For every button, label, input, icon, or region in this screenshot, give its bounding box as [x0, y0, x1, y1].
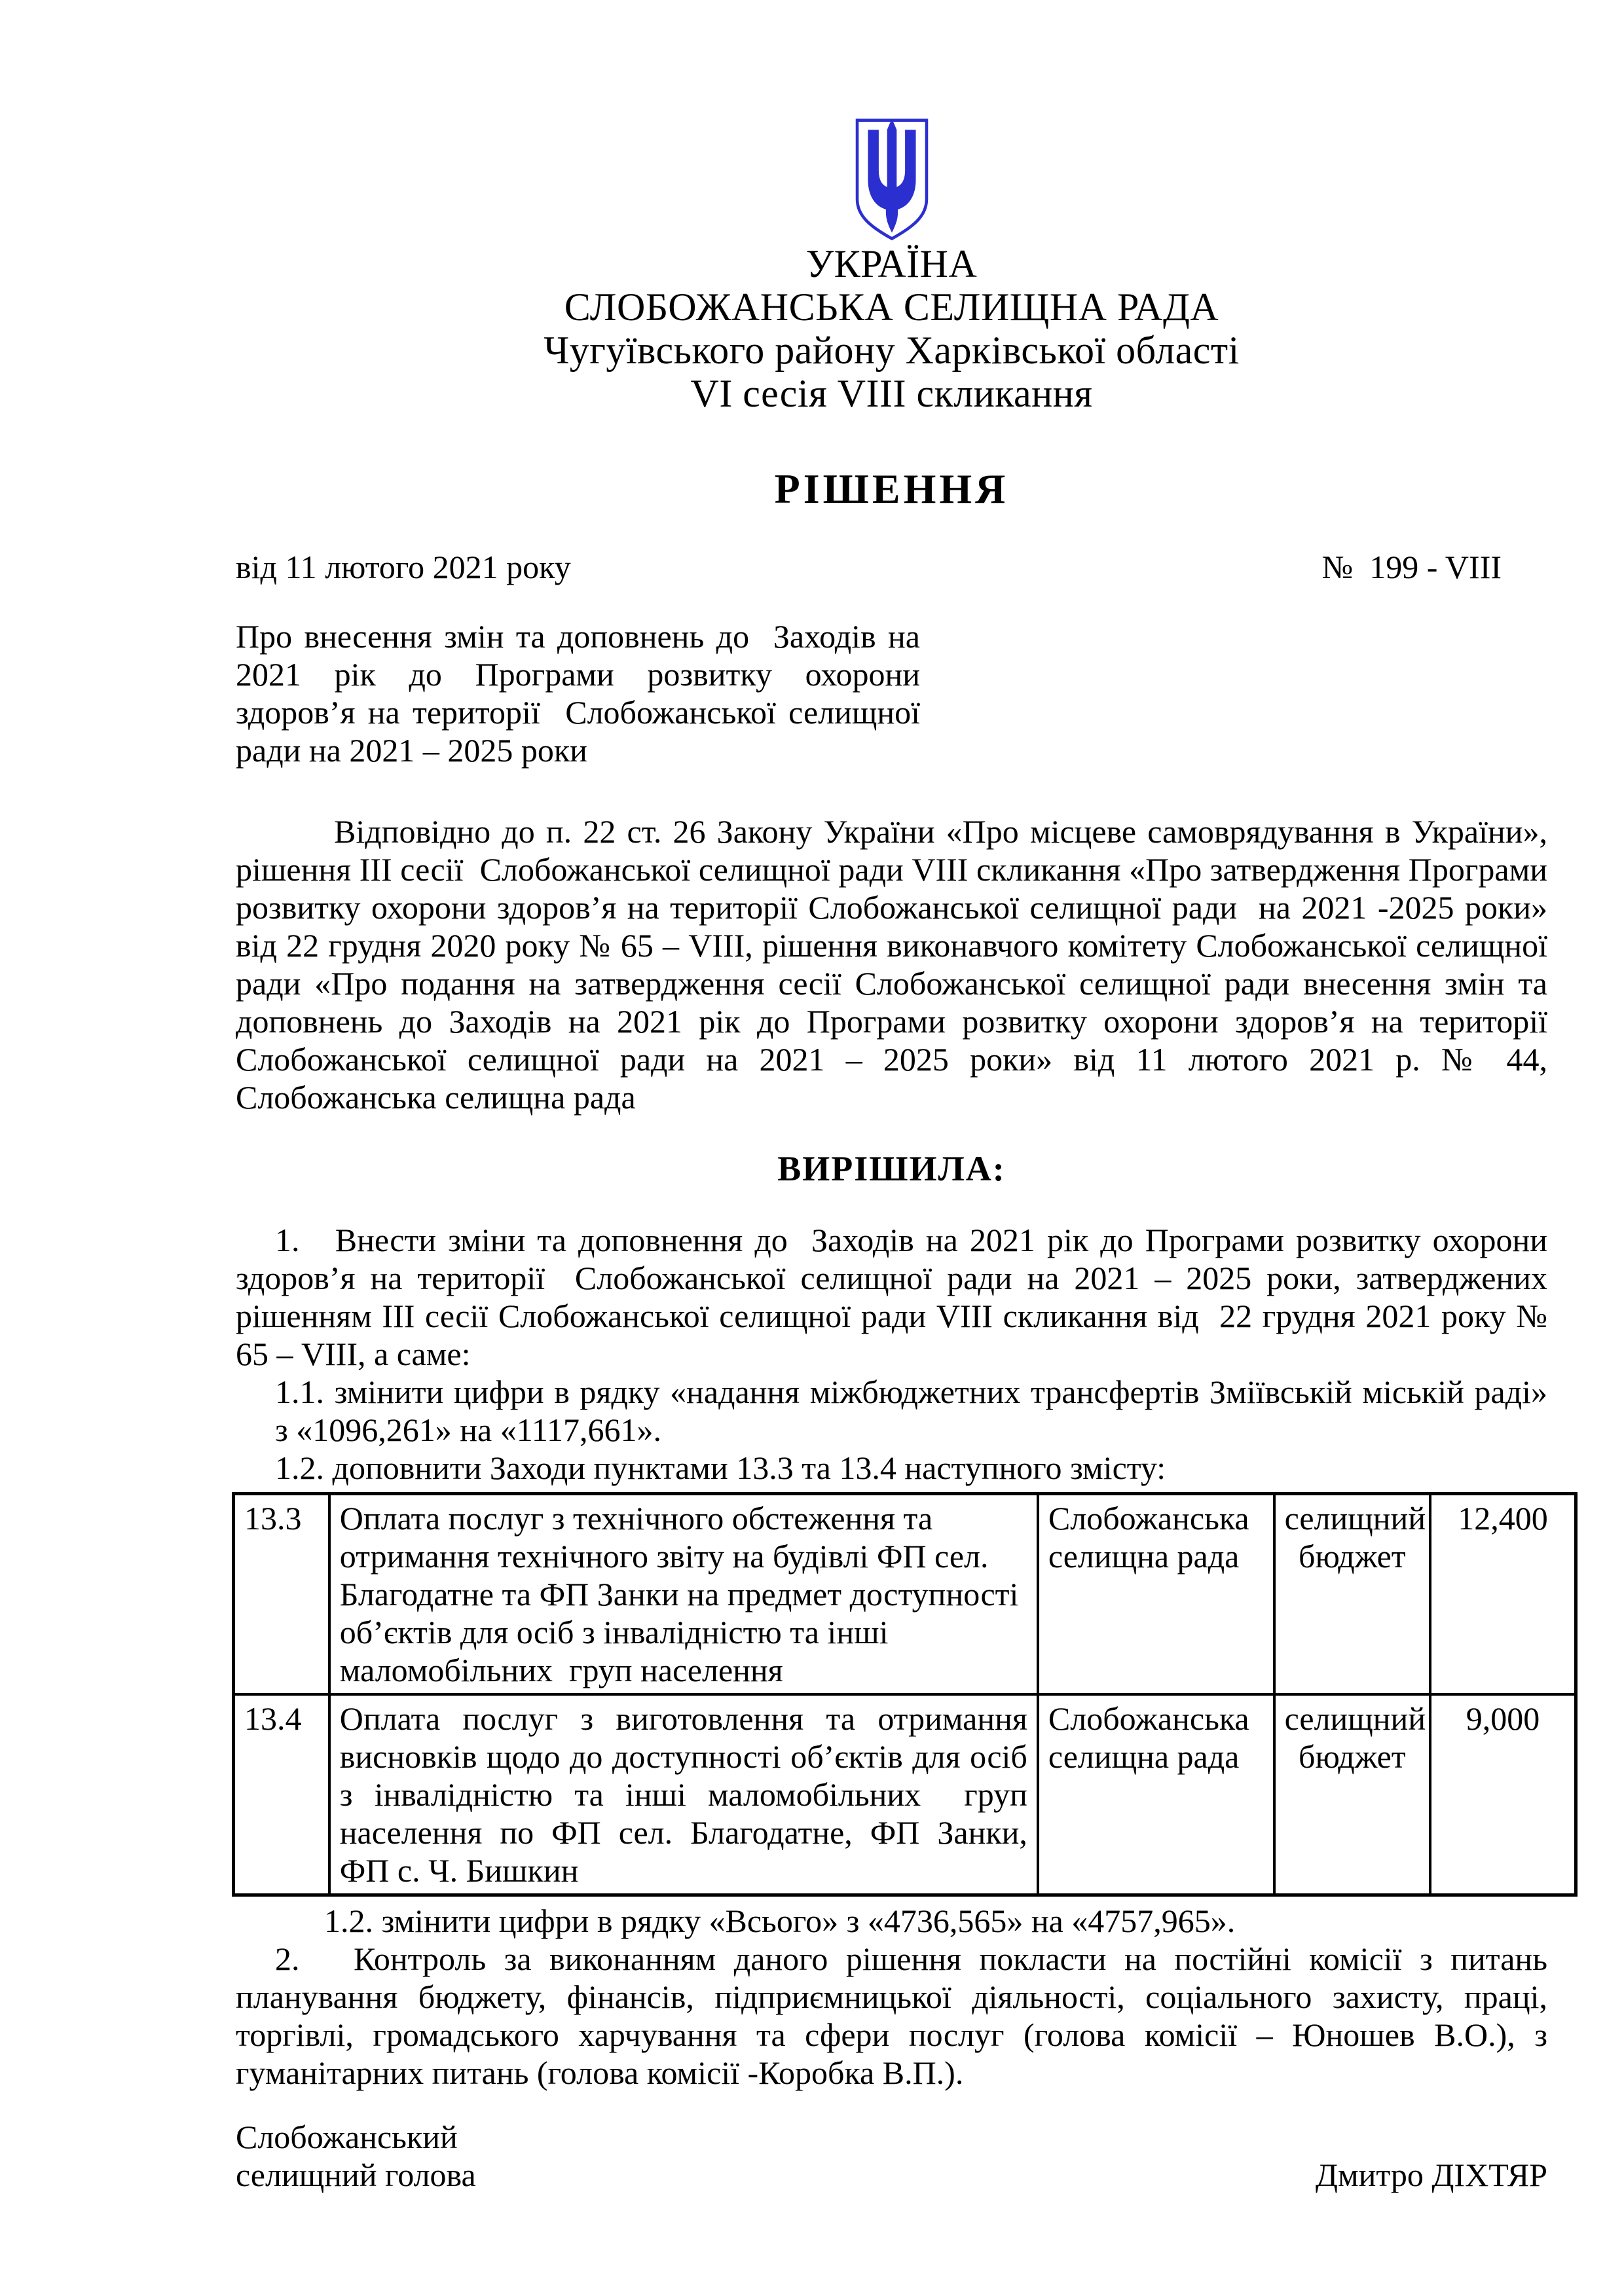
item-1: 1. Внести зміни та доповнення до Заходів на 2021 рік до Програми розвитку охорони здоров’я на території Слобожанської селищної ради на 2021 – 2025 роки, затверджених рішенням III сесії Слобожанської селищної ради VIII скликання від 22 грудня 2021 року № 65 – VIII, а саме: — [236, 1222, 1547, 1372]
document-type-title: РІШЕННЯ — [774, 465, 1009, 512]
document-number: № 199 - VIII — [1321, 549, 1502, 585]
measure-number-cell: 13.3 — [234, 1494, 329, 1695]
measure-description-cell: Оплата послуг з технічного обстеження та отримання технічного звіту на будівлі ФП сел. Благодатне та ФП Занки на предмет доступності об’єктів для осіб з інвалідністю та інші маломобільних груп населення — [329, 1494, 1038, 1695]
measures-table — [232, 1492, 1578, 1897]
signature-org-line-2: селищний голова — [236, 2157, 476, 2193]
measure-funding-cell: селищний бюджет — [1274, 1494, 1430, 1695]
document-date: від 11 лютого 2021 року — [236, 549, 571, 585]
item-2: 2. Контроль за виконанням даного рішення покласти на постійні комісії з питань планування бюджету, фінансів, підприємницької діяльності, соціального захисту, праці, торгівлі, громадського харчування та сфери послуг (голова комісії – Юношев В.О.), з гуманітарних питань (голова комісії -Коробка В.П.). — [236, 1941, 1547, 2091]
item-1-2-totals: 1.2. змінити цифри в рядку «Всього» з «4736,565» на «4757,965». — [324, 1903, 1236, 1939]
signature-block — [236, 2118, 1547, 2194]
measure-executor-cell: Слобожанська селищна рада — [1038, 1494, 1274, 1695]
requisites-row — [236, 548, 1547, 586]
header-council: СЛОБОЖАНСЬКА СЕЛИЩНА РАДА — [564, 285, 1219, 329]
emblem — [236, 118, 1547, 242]
item-1-1: 1.1. змінити цифри в рядку «надання міжбюджетних трансфертів Зміївській міській раді» з «1096,261» на «1117,661». — [275, 1374, 1547, 1448]
header-country: УКРАЇНА — [805, 242, 978, 285]
measure-funding-cell: селищний бюджет — [1274, 1694, 1430, 1895]
header-district: Чугуївського району Харківської області — [544, 329, 1240, 372]
document-subject: Про внесення змін та доповнень до Заходів на 2021 рік до Програми розвитку охорони здоров’я на території Слобожанської селищної ради на 2021 – 2025 роки — [236, 618, 920, 769]
measure-description-cell: Оплата послуг з виготовлення та отримання висновків щодо до доступності об’єктів для осіб з інвалідністю та інші маломобільних груп населення по ФП сел. Благодатне, ФП Занки, ФП с. Ч. Бишкин — [329, 1694, 1038, 1895]
measure-number-cell: 13.4 — [234, 1694, 329, 1895]
item-1-2-intro: 1.2. доповнити Заходи пунктами 13.3 та 13.4 наступного змісту: — [275, 1449, 1166, 1486]
preamble-paragraph: Відповідно до п. 22 ст. 26 Закону України «Про місцеве самоврядування в України», рішення III сесії Слобожанської селищної ради VIII скликання «Про затвердження Програми розвитку охорони здоров’я на території Слобожанської селищної ради на 2021 -2025 роки» від 22 грудня 2020 року № 65 – VIII, рішення виконавчого комітету Слобожанської селищної ради «Про подання на затвердження сесії Слобожанської селищної ради внесення змін та доповнень до Заходів на 2021 рік до Програми розвитку охорони здоров’я на території Слобожанської селищної ради на 2021 – 2025 роки» від 11 лютого 2021 р. № 44, Слобожанська селищна рада — [236, 813, 1547, 1116]
ukraine-coat-of-arms-icon — [848, 118, 936, 242]
measure-executor-cell: Слобожанська селищна рада — [1038, 1694, 1274, 1895]
document-header — [236, 118, 1547, 512]
measure-amount-cell: 9,000 — [1430, 1694, 1576, 1895]
table-row-13-3 — [234, 1494, 1576, 1695]
signature-org-line-1: Слобожанський — [236, 2119, 458, 2155]
signature-name: Дмитро ДІХТЯР — [1315, 2157, 1547, 2193]
resolved-heading: ВИРІШИЛА: — [777, 1149, 1006, 1188]
table-row-13-4 — [234, 1694, 1576, 1895]
header-session: VI сесія VIII скликання — [690, 372, 1093, 415]
measure-amount-cell: 12,400 — [1430, 1494, 1576, 1695]
